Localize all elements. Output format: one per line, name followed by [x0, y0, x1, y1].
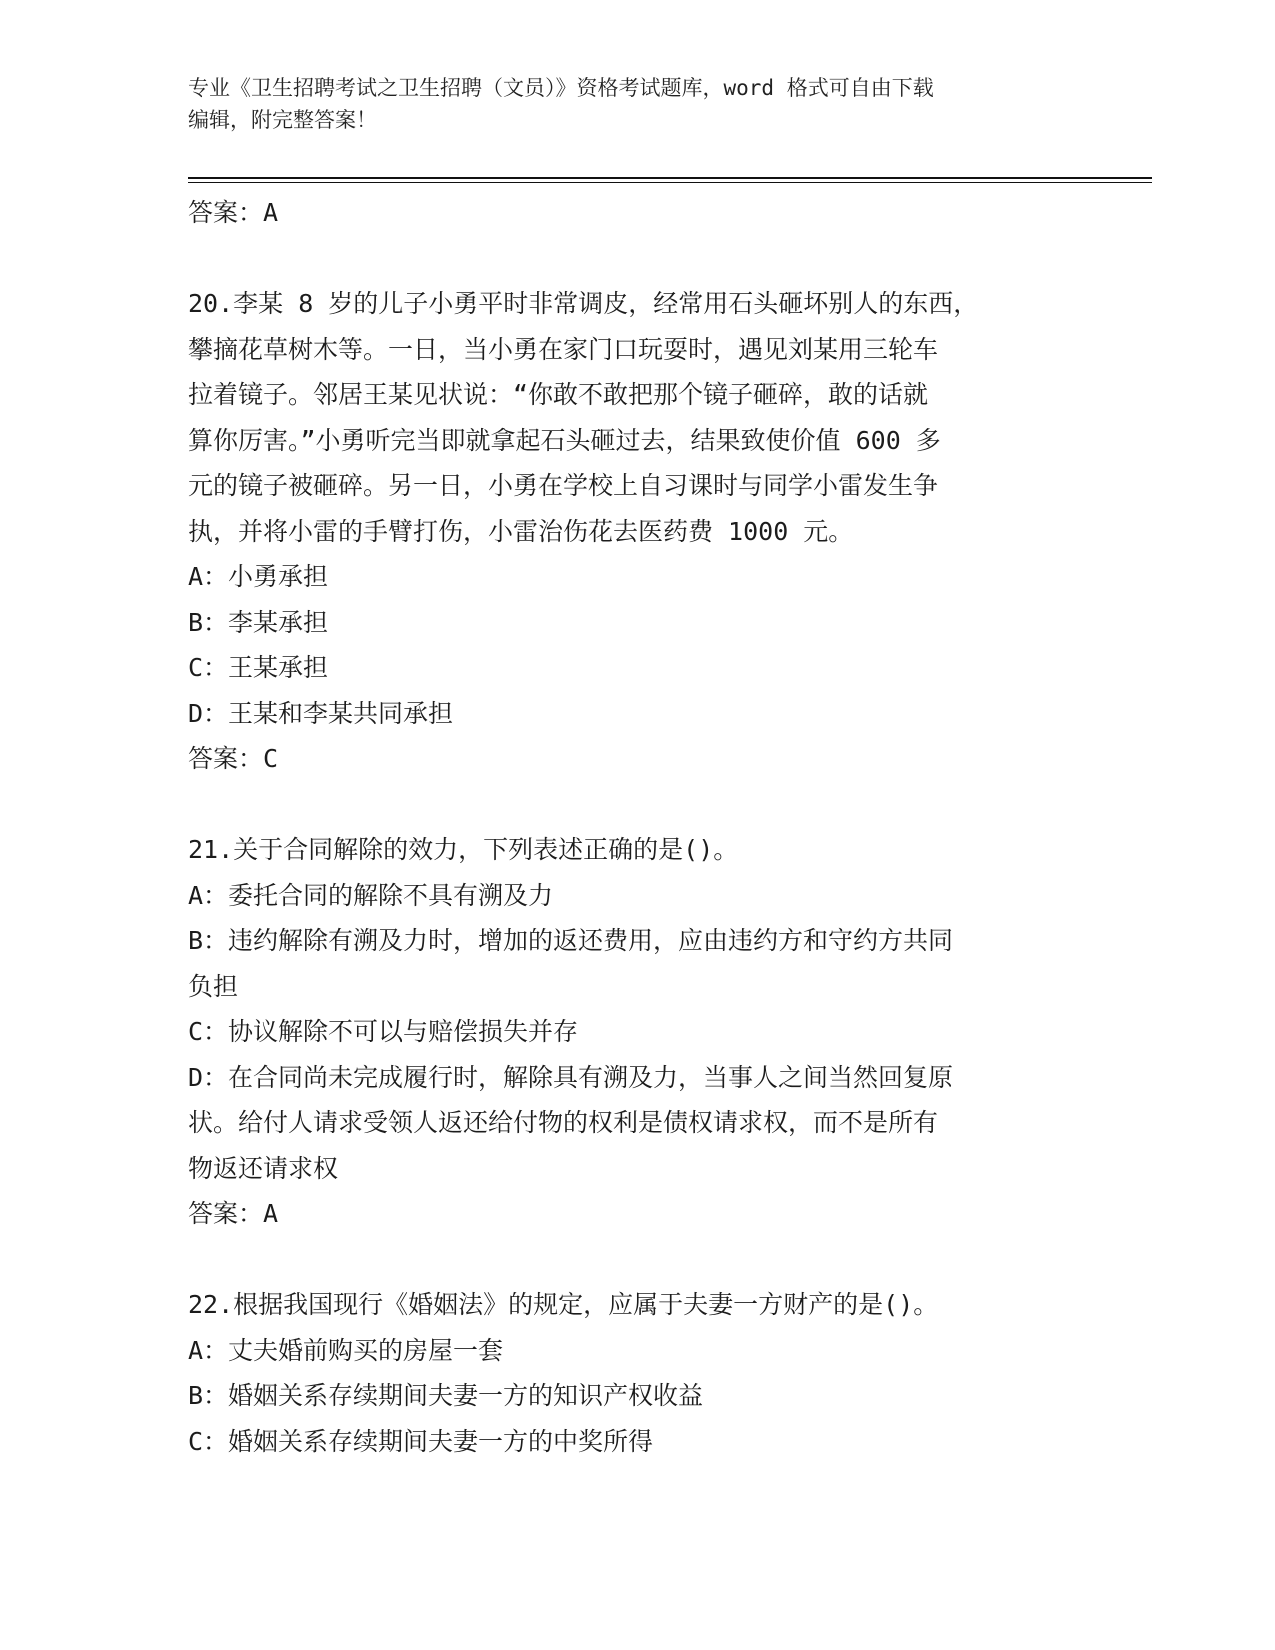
spacer [188, 236, 1088, 282]
q20-stem-line: 拉着镜子。邻居王某见状说：“你敢不敢把那个镜子砸碎，敢的话就 [188, 380, 929, 409]
header-rule-thick [188, 177, 1152, 179]
question-content [188, 190, 1088, 1464]
q21-option-b: B：违约解除有溯及力时，增加的返还费用，应由违约方和守约方共同 [188, 926, 954, 955]
q20-stem-line: 算你厉害。”小勇听完当即就拿起石头砸过去，结果致使价值 600 多 [188, 425, 941, 455]
q22-option-b: B：婚姻关系存续期间夫妻一方的知识产权收益 [188, 1381, 704, 1410]
question-21 [188, 827, 1088, 1237]
q21-option-d: D：在合同尚未完成履行时，解除具有溯及力，当事人之间当然回复原 [188, 1062, 954, 1092]
q21-answer: 答案：A [188, 1199, 279, 1228]
q21-option-d-cont: 状。给付人请求受领人返还给付物的权利是债权请求权，而不是所有 [188, 1108, 939, 1137]
q20-answer: 答案：C [188, 744, 279, 773]
q20-stem-line: 执，并将小雷的手臂打伤，小雷治伤花去医药费 1000 元。 [188, 516, 854, 546]
q20-stem-line: 元的镜子被砸碎。另一日，小勇在学校上自习课时与同学小雷发生争 [188, 471, 939, 500]
question-22 [188, 1282, 1088, 1464]
q22-option-a: A：丈夫婚前购买的房屋一套 [188, 1335, 504, 1365]
spacer [188, 1237, 1088, 1283]
q20-stem-line: 攀摘花草树木等。一日，当小勇在家门口玩耍时，遇见刘某用三轮车 [188, 334, 939, 364]
q20-option-d: D：王某和李某共同承担 [188, 698, 454, 728]
header-line-2: 编辑，附完整答案！ [188, 108, 377, 132]
q21-option-b-cont: 负担 [188, 971, 239, 1001]
page-header [188, 72, 1068, 136]
q19-answer: 答案：A [188, 198, 279, 227]
q20-option-c: C：王某承担 [188, 653, 329, 682]
q22-stem: 22.根据我国现行《婚姻法》的规定，应属于夫妻一方财产的是()。 [188, 1290, 939, 1319]
q20-option-a: A：小勇承担 [188, 562, 329, 591]
q20-stem-line: 20.李某 8 岁的儿子小勇平时非常调皮，经常用石头砸坏别人的东西， [188, 289, 979, 318]
q21-option-c: C：协议解除不可以与赔偿损失并存 [188, 1017, 579, 1046]
question-20 [188, 281, 1088, 782]
q21-stem: 21.关于合同解除的效力，下列表述正确的是()。 [188, 835, 739, 864]
q22-option-c: C：婚姻关系存续期间夫妻一方的中奖所得 [188, 1426, 654, 1456]
q21-option-a: A：委托合同的解除不具有溯及力 [188, 880, 554, 910]
spacer [188, 782, 1088, 828]
header-line-1: 专业《卫生招聘考试之卫生招聘（文员）》资格考试题库，word 格式可自由下载 [188, 76, 934, 100]
q21-option-d-cont: 物返还请求权 [188, 1153, 339, 1183]
header-rule-thin [188, 182, 1152, 183]
q20-option-b: B：李某承担 [188, 607, 329, 637]
